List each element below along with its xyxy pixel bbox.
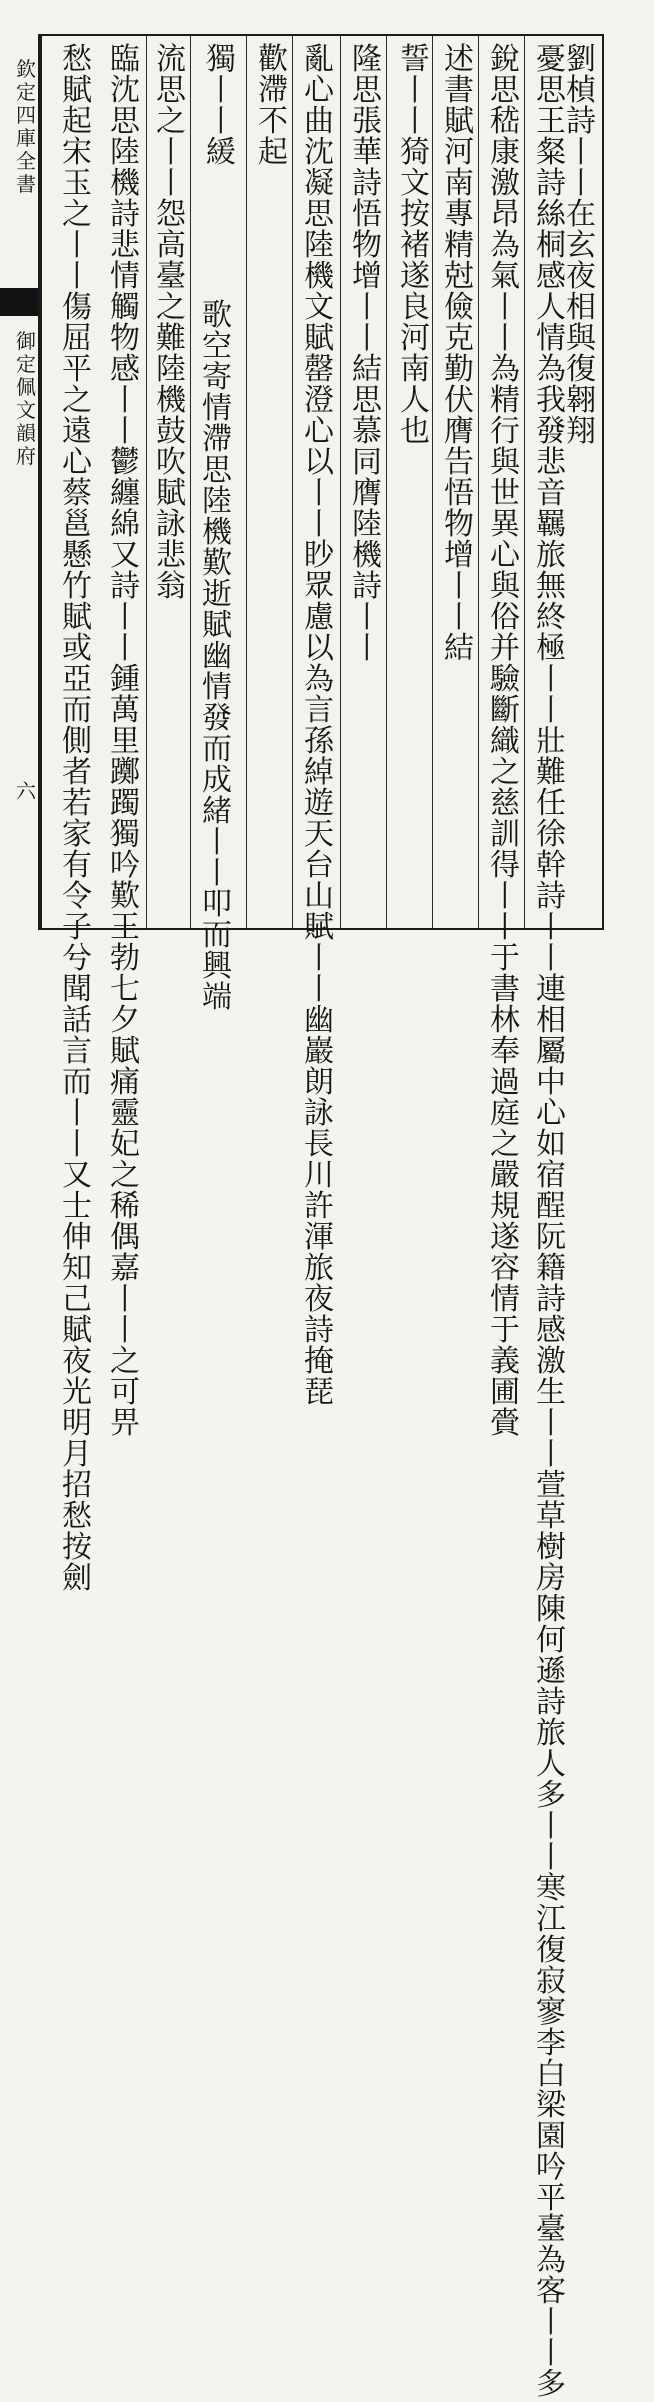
section-title: 御定佩文韻府 [16,329,36,468]
text-column-1: 劉楨詩丨丨在玄夜相與復翱翔 [566,42,596,449]
column-rule [246,36,247,928]
book-title: 欽定四庫全書 [16,57,36,196]
text-column-13: 愁賦起宋玉之丨丨傷屈平之遠心蔡邕懸竹賦或亞而側者若家有令子兮聞話言而丨丨又士伸知己賦夜光明月招愁按劍 [62,42,92,1596]
column-rule [340,36,341,928]
text-column-7: 亂心曲沈凝思陸機文賦罄澄心以丨丨眇眾慮以為言孫綽遊天台山賦丨丨幽巖朗詠長川許渾旅夜詩掩琵 [304,42,334,1410]
margin-band [0,288,38,316]
page-number: 六 [16,779,36,803]
text-column-5: 誓丨丨猗文按褚遂良河南人也 [400,42,430,449]
text-column-2: 憂思王粲詩絲桐感人情為我發悲音羈旅無終極丨丨壯難任徐幹詩丨丨連相屬中心如宿酲阮籍詩感激生丨丨萱草樹房陳何遜詩旅人多丨丨寒江復寂寥李白梁園吟平臺為客丨丨多 [536,42,566,2402]
page-margin [8,34,41,930]
column-rule [146,36,147,928]
text-column-3: 銳思嵇康激昂為氣丨丨為精行與世異心與俗并驗斷織之慈訓得丨丨于書林奉過庭之嚴規遂容情于義圃賫 [490,42,520,1441]
text-column-12: 臨沈思陸機詩悲情觸物感丨丨鬱纏綿又詩丨丨鍾萬里躑躅獨吟歎王勃七夕賦痛靈妃之稀偶嘉丨丨之可畀 [110,42,140,1441]
text-column-8: 歡滯不起 [258,42,288,170]
text-column-11: 流思之丨丨怨高臺之難陸機鼓吹賦詠悲翁 [156,42,186,604]
text-column-9: 獨丨丨緩 [206,42,236,170]
text-column-6: 隆思張華詩悟物增丨丨結思慕同膺陸機詩丨丨 [352,42,382,666]
text-column-4: 述書賦河南專精尅儉克勤伏膺告悟物增丨丨結 [444,42,474,666]
text-column-10: 歌空寄情滯思陸機歎逝賦幽情發而成緒丨丨叩而興端 [202,298,232,1015]
